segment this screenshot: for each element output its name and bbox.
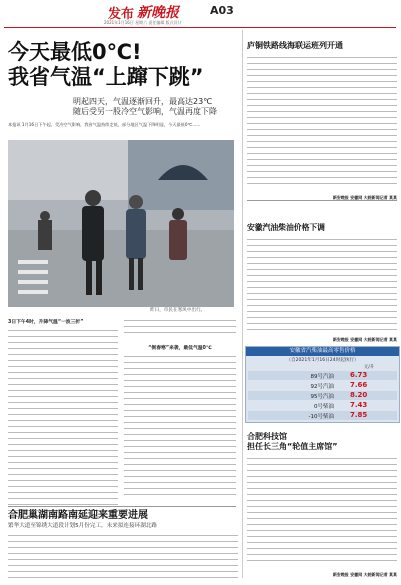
- subhead-line-2: 随后受另一股冷空气影响，气温再度下降: [73, 107, 217, 116]
- story2: [8, 510, 238, 585]
- right-story3-headline-1: 合肥科技馆: [247, 432, 287, 441]
- lead-column-1: [8, 318, 118, 528]
- section-title-2: “倒春寒”来袭，最低气温0℃: [148, 346, 212, 351]
- photo-caption: 昨日，市民在寒风中出行。: [150, 308, 206, 313]
- street-scene-illustration: [8, 140, 234, 307]
- lead-subhead: [73, 97, 241, 117]
- right-story1-headline: 庐铜铁路线海联运班列开通: [247, 41, 343, 50]
- right-story-2: [247, 222, 397, 343]
- right-story1-byline: 新安晚报 安徽网 大皖新闻记者 某某: [332, 195, 397, 200]
- right-story3-byline: 新安晚报 安徽网 大皖新闻记者 某某: [332, 572, 397, 577]
- section-title-1: 3日下午4时，升降气温“一波三折”: [8, 320, 84, 325]
- price-table-title: 安徽省汽柴油最高零售价格: [246, 347, 399, 356]
- masthead-info: 2021年1月16日 星期六 责任编辑 版式设计: [104, 20, 182, 25]
- right-story2-byline: 新安晚报 安徽网 大皖新闻记者 某某: [332, 337, 397, 342]
- right-story2-headline: 安徽汽油柴油价格下调: [247, 223, 325, 232]
- lead-paragraph: 本报讯 1月16日下午起，受冷空气影响，我省气温持续走低，部分地区气温下降明显，今天最低0℃……: [8, 122, 201, 127]
- right-story-1: [247, 40, 397, 201]
- subhead-line-1: 明起四天，气温逐渐回升，最高达23℃: [73, 97, 213, 106]
- page-number: A03: [210, 4, 234, 17]
- price-unit: 元/升: [364, 365, 375, 370]
- headline-line-1: 今天最低0℃!: [8, 40, 142, 64]
- headline-line-2: 我省气温“上蹿下跳”: [8, 65, 204, 89]
- price-table-subtitle: （自2021年1月16日24时起执行）: [286, 358, 359, 363]
- right-story-3: [247, 432, 397, 578]
- right-rule-1: [247, 200, 397, 201]
- right-story3-headline-2: 担任长三角“轮值主席馆”: [247, 442, 338, 451]
- column-divider: [242, 30, 243, 578]
- story2-headline: 合肥巢湖南路南延迎来重要进展: [8, 510, 148, 521]
- story2-subhead: 繁华大道至锦绣大道段计划5月份完工，未来拟连接环湖北路: [8, 523, 157, 529]
- news-photo: [8, 140, 234, 307]
- story2-rule: [8, 506, 236, 507]
- lead-headline: [8, 40, 248, 90]
- masthead-rule: [4, 27, 396, 28]
- brand-logo: 新晚报: [137, 5, 179, 21]
- fuel-price-table: 安徽省汽柴油最高零售价格 （自2021年1月16日24时起执行） 元/升 89号汽油 6.73 92号汽油 7.66 95号汽油 8.20 0号柴油 7.43 -10号柴油 7.85: [245, 346, 400, 423]
- masthead: [0, 0, 401, 24]
- section-name: 发布: [108, 7, 135, 22]
- lead-column-2: [124, 318, 236, 514]
